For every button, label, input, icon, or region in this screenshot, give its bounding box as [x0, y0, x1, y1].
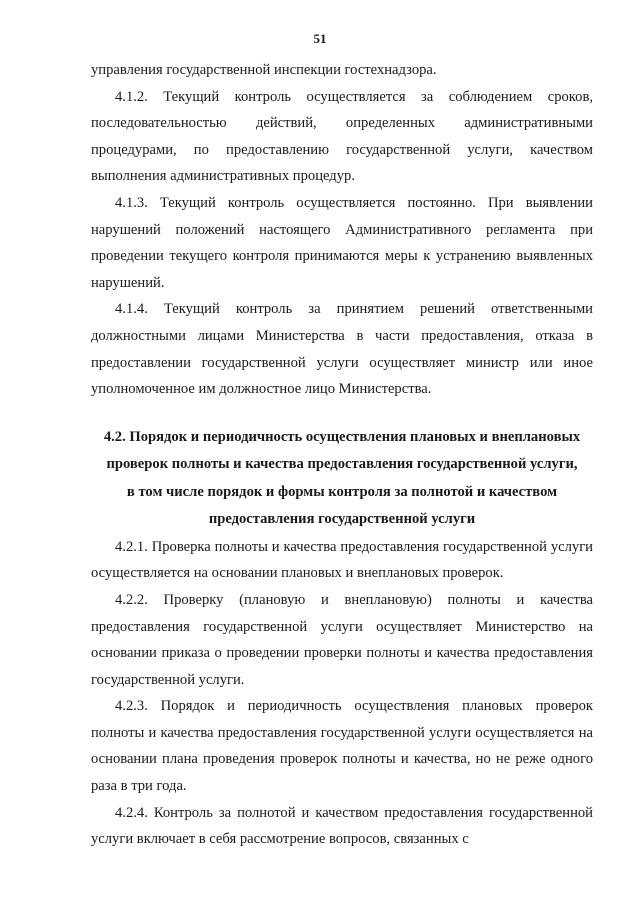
section-heading-4-2	[91, 424, 593, 534]
paragraph-4-1-3: 4.1.3. Текущий контроль осуществляется постоянно. При выявлении нарушений положений настоящего Административного регламента при проведении текущего контроля принимаются меры к устранению выявленных нарушений.	[91, 194, 593, 291]
paragraph-4-1-4: 4.1.4. Текущий контроль за принятием решений ответственными должностными лицами Министерства в части предоставления, отказа в предоставлении государственной услуги осуществляет министр или иное уполномоченное им должностное лицо Министерства.	[91, 301, 593, 398]
heading-line: предоставления государственной услуги	[208, 511, 476, 528]
document-body	[91, 57, 593, 853]
paragraph-4-1-2: 4.1.2. Текущий контроль осуществляется за соблюдением сроков, последовательностью действий, определенных административными процедурами, по предоставлению государственной услуги, качеством выполнения административных процедур.	[91, 88, 593, 185]
heading-line: проверок полноты и качества предоставления государственной услуги,	[106, 456, 578, 473]
paragraph-4-2-2: 4.2.2. Проверку (плановую и внеплановую) полноты и качества предоставления государственной услуги осуществляет Министерство на основании приказа о проведении проверки полноты и качества предоставления государственной услуги.	[91, 591, 593, 688]
paragraph-continuation: управления государственной инспекции гостехнадзора.	[91, 62, 437, 78]
heading-line: в том числе порядок и формы контроля за полнотой и качеством	[126, 483, 558, 500]
paragraph-4-2-3: 4.2.3. Порядок и периодичность осуществления плановых проверок полноты и качества предоставления государственной услуги осуществляется на основании плана проведения проверок полноты и качества, но не реже одного раза в три года.	[91, 698, 593, 795]
page-number: 51	[313, 31, 327, 46]
heading-line: 4.2. Порядок и периодичность осуществления плановых и внеплановых	[103, 428, 581, 445]
paragraph-4-2-1: 4.2.1. Проверка полноты и качества предоставления государственной услуги осуществляется на основании плановых и внеплановых проверок.	[91, 538, 593, 582]
paragraph-4-2-4: 4.2.4. Контроль за полнотой и качеством предоставления государственной услуги включает в себя рассмотрение вопросов, связанных с	[91, 804, 593, 848]
